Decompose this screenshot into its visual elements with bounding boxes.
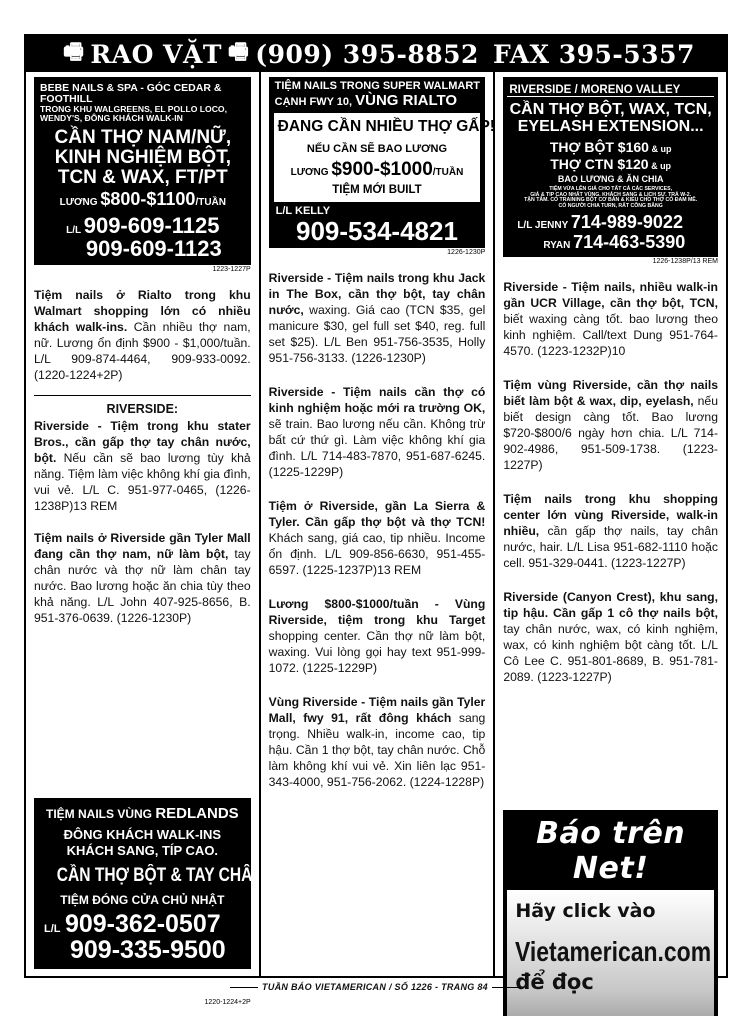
ad-box-line: & up [648,161,672,172]
ad-box-line: TIỆM ĐÓNG CỬA CHỦ NHẬT [60,892,225,907]
ad-box-phone: 909-335-9500 [70,935,226,964]
ad-box-phone: 714-463-5390 [573,232,686,253]
ad-code: 1223-1227P [212,265,251,273]
header-title: RAO VẶT [90,39,222,69]
ad-box-line: & up [648,144,672,155]
online-ad-heading: Báo trên Net! [536,816,686,886]
classifieds-header [26,36,726,72]
ad-box-line: VÙNG RIALTO [355,91,458,109]
ad-box-line: TCN & WAX, FT/PT [57,166,228,188]
ad-box-redlands [34,798,317,969]
classified-ad: Riverside - Tiệm nails, nhiều walk-in gần UCR Village, cần thợ bột, TCN, biết waxing càng tốt. bao lương theo kinh nghiệm. Call/text Dung 951-764-4570. (1223-1232P)10 [503,279,718,358]
fax-machine-icon: 🖷 [63,39,85,65]
classified-ad: Tiệm vùng Riverside, cần thợ nails biết làm bột & wax, dip, eyelash, nếu biết design càng tốt. Bao lương $720-$800/6 ngày hơn chia. L/L 714-902-4986, 951-509-1738. (1223-1227P) [503,377,718,472]
ad-code: 1226-1230P [447,249,486,256]
fax-machine-icon: 🖷 [227,39,250,65]
section-divider [34,395,251,396]
ad-box-line: BEBE NAILS & SPA - GÓC CEDAR & FOOTHILL [40,82,222,106]
ad-box-line: CẦN THỢ BỘT, WAX, TCN, [509,100,712,118]
online-ad-line: Hãy click vào [515,900,656,922]
ad-box-line: TIỆM NAILS TRONG SUPER WALMART [274,80,480,92]
ad-box-line: WENDY'S, ĐÔNG KHÁCH WALK-IN [40,113,183,124]
online-ad-body [507,890,714,1016]
ad-box-line: LƯƠNG [59,196,101,208]
ad-box-line: L/L KELLY [275,205,331,218]
ad-box-phone: 909-362-0507 [64,909,221,938]
column-3 [493,72,726,994]
online-ad-line: để đọc [515,970,594,994]
ad-box-line: L/L JENNY [517,220,571,232]
ad-box-line: CẠNH FWY 10, [274,95,356,108]
classified-ad: Tiệm nails ở Rialto trong khu Walmart shopping lớn có nhiều khách walk-ins. Cần nhiều thợ nam, nữ. Lương ổn định $900 - $1,000/tuần. L/L 909-874-4464, 909-933-0092. (1220-1224+2P) [34,287,251,382]
footer-text: TUẦN BÁO VIETAMERICAN / SỐ 1226 - TRANG 84 [262,982,488,992]
ad-box-line: LƯƠNG [290,167,332,179]
page-footer [0,982,750,992]
ad-box-line: ĐANG CẦN NHIỀU THỢ GẤP! [277,118,495,136]
ad-box-line: CẦN THỢ NAM/NỮ, [54,127,232,149]
website-link[interactable]: Vietamerican.com [515,936,712,967]
ad-box-bebe-nails [34,77,251,265]
header-phone: (909) 395-8852 [255,39,479,69]
ad-box-line: NẾU CẦN SẼ BAO LƯƠNG [306,142,448,155]
ad-box-line: CÓ NGƯỜI CHIA TURN, RẤT CÔNG BẰNG [558,202,663,209]
classified-ad: Riverside - Tiệm nails trong khu Jack in The Box, cần thợ bột, tay chân nước, waxing. Giá cao (TCN $35, gel manicure $30, gel full set $40, reg. full set $25). L/L Ben 951-756-3535, Holly 951-756-3133. (1226-1230P) [268,271,486,365]
ad-box-line: KINH NGHIỆM BỘT, [54,147,231,168]
ad-box-inner [274,113,495,202]
ad-box-phone: 909-609-1125 [83,212,220,238]
ad-box-line: REDLANDS [155,805,239,822]
column-2 [259,72,494,976]
ad-box-line: TIỆM MỚI BUILT [332,184,422,197]
ad-box-line: KHÁCH SANG, TÍP CAO. [66,843,219,859]
ad-box-line: TẬN TÂM. CÓ TRAINING BỘT CƠ BẢN & KIỂU CHO THỢ CÓ ĐAM MÊ. [524,197,698,204]
ad-box-phone: 714-989-9022 [570,212,683,233]
classified-ad: Riverside (Canyon Crest), khu sang, tip hậu. Cần gấp 1 cô thợ nails bột, tay chân nước, wax, có kinh nghiệm, wax, có kinh nghiệm bột càng tốt. L/L Cô Lee C. 951-801-8689, B. 951-781-2089. (1223-1227P) [503,589,718,684]
ad-box-line: TIỆM VỪA LÊN GIÁ CHO TẤT CẢ CÁC SERVICES, [549,186,673,193]
ad-code: 1226-1238P/13 REM [652,257,718,265]
ad-box-line: THỢ BỘT $160 [549,139,649,156]
ad-box-line: BAO LƯƠNG & ĂN CHIA [557,173,664,184]
ad-box-super-walmart [269,77,495,248]
classified-ad: Tiệm nails trong khu shopping center lớn vùng Riverside, walk-in nhiều, cần gấp thợ nails, tay chân nước, hair. L/L Lisa 951-682-1110 hoặc cell. 951-329-0441. (1223-1227P) [503,491,718,570]
ad-box-line: CẦN THỢ BỘT & TAY CHÂN NƯỚC [56,865,317,887]
ad-box-riverside-moreno [503,77,718,257]
ad-box-line: EYELASH EXTENSION... [517,117,704,135]
ad-box-line: /TUẦN [195,196,227,208]
ad-box-line: RIVERSIDE / MORENO VALLEY [507,84,714,97]
ad-box-phone: 909-609-1123 [85,236,222,262]
ad-box-line: L/L [44,922,61,935]
ad-box-salary: $900-$1000 [331,159,433,181]
ad-box-line: RYAN [543,240,574,252]
ad-box-phone: 909-534-4821 [296,215,458,246]
classified-ad: Tiệm nails ở Riverside gần Tyler Mall đang cần thợ nam, nữ làm bột, tay chân nước và thợ nữ làm chân tay nước. Bao lương hoặc ăn chia tùy theo khả năng. L/L John 407-925-8656, B. 951-376-0639. (1226-1230P) [34,530,251,625]
ad-box-line: THỢ CTN $120 [550,156,649,173]
ad-box-line: /TUẦN [432,167,464,179]
classified-ad: Tiệm ở Riverside, gần La Sierra & Tyler. Cần gấp thợ bột và thợ TCN! Khách sang, giá cao, tip nhiều. Income ổn định. L/L 909-856-6630, 951-455-6597. (1225-1237P)13 REM [268,499,486,577]
ad-box-line: ĐÔNG KHÁCH WALK-INS [63,826,222,842]
section-title: RIVERSIDE: [106,401,179,416]
classified-ad: Lương $800-$1000/tuần - Vùng Riverside, tiệm trong khu Target shopping center. Cần thợ nữ làm bột, waxing. Vui lòng gọi hay text 951-999-1072. (1225-1229P) [268,597,486,675]
ad-box-salary: $800-$1100 [100,188,196,209]
ad-box-line: TRONG KHU WALGREENS, EL POLLO LOCO, [40,104,227,115]
ad-code: 1220-1224+2P [204,999,251,1006]
ad-box-line: L/L [66,224,84,236]
classified-ad: Riverside - Tiệm trong khu stater Bros., cần gấp thợ tay chân nước, bột. Nếu cần sẽ bao lương tùy khả năng. Tiệm làm việc không khí gia đình, vui vẻ. L/L C. 951-977-0465, (1226-1238P)13 REM [34,418,251,513]
ad-box-line: GIÁ & TIP CAO NHẤT VÙNG. KHÁCH SANG & LỊCH SỰ. TRẢ W-2. [530,191,692,198]
ad-box-line: TIỆM NAILS VÙNG [45,807,156,821]
header-fax: FAX 395-5357 [492,39,695,69]
classified-ad: Riverside - Tiệm nails cần thợ có kinh nghiệm hoặc mới ra trường OK, sẽ train. Bao lương nếu cần. Không trừ bất cứ thứ gì. Làm việc không khí gia đình. L/L 714-483-7870, 951-687-6245. (1225-1229P) [268,385,486,479]
classified-ad: Vùng Riverside - Tiệm nails gần Tyler Mall, fwy 91, rất đông khách sang trọng. Nhiều walk-in, income cao, tip hậu. Cần 1 thợ bột, tay chân nước. Chỗ làm không khí vui vẻ. Xin liên lạc 951-343-4000, 951-756-2062. (1224-1228P) [268,695,486,789]
